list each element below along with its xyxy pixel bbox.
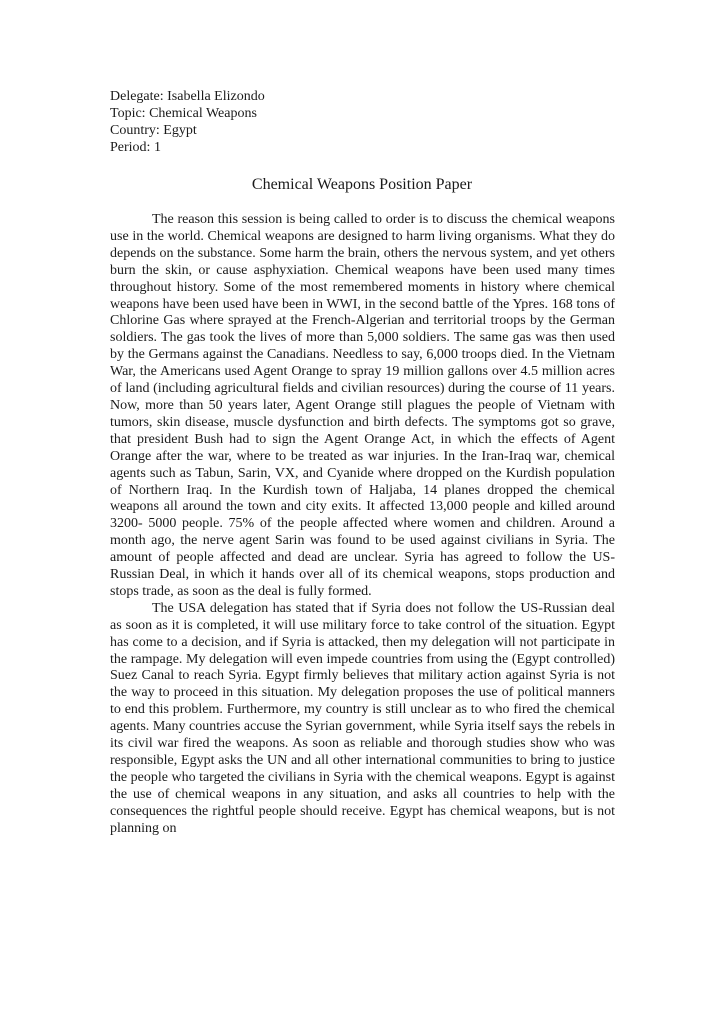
period-line: Period: 1 [110,140,161,155]
paragraph-background: The reason this session is being called to order is to discuss the chemical weapons use in the world. Chemical weapons are designed to harm living organisms. What they do depends on the substance. Some harm the brain, others the nervous system, and yet others burn the skin, or cause asphyxiation. Chemical weapons have been used many times throughout history. Some of the most remembered moments in history where chemical weapons have been used have been in WWI, in the second battle of the Ypres. 168 tons of Chlorine Gas where sprayed at the French-Algerian and territorial troops by the German soldiers. The gas took the lives of more than 5,000 soldiers. The same gas was then used by the Germans against the Canadians. Needless to say, 6,000 troops died. In the Vietnam War, the Americans used Agent Orange to spray 19 million gallons over 4.5 million acres of land (including agricultural fields and civilian resources) during the course of 11 years. Now, more than 50 years later, Agent Orange still plagues the people of Vietnam with tumors, skin disease, muscle dysfunction and birth defects. The symptoms got so grave, that president Bush had to sign the Agent Orange Act, in which the effects of Agent Orange after the war, where to be treated as war injuries. In the Iran-Iraq war, chemical agents such as Tabun, Sarin, VX, and Cyanide where dropped on the Kurdish population of Northern Iraq. In the Kurdish town of Haljaba, 14 planes dropped the chemical weapons all around the town and city exits. It affected 13,000 people and killed around 3200- 5000 people. 75% of the people affected where women and children. Around a month ago, the nerve agent Sarin was found to be used against civilians in Syria. The amount of people affected and dead are unclear. Syria has agreed to follow the US-Russian Deal, in which it hands over all of its chemical weapons, stops production and stops trade, as soon as the deal is fully formed. [110,212,615,599]
topic-line: Topic: Chemical Weapons [110,106,257,121]
delegate-line: Delegate: Isabella Elizondo [110,89,265,104]
paragraph-position: The USA delegation has stated that if Syria does not follow the US-Russian deal as soon as it is completed, it will use military force to take control of the situation. Egypt has come to a decision, and if Syria is attacked, then my delegation will not participate in the rampage. My delegation will even impede countries from using the (Egypt controlled) Suez Canal to reach Syria. Egypt firmly believes that military action against Syria is not the way to proceed in this situation. My delegation proposes the use of political manners to end this problem. Furthermore, my country is still unclear as to who fired the chemical agents. Many countries accuse the Syrian government, while Syria itself says the rebels in its civil war fired the weapons. As soon as reliable and thorough studies show who was responsible, Egypt asks the UN and all other international communities to bring to justice the people who targeted the civilians in Syria with the chemical weapons. Egypt is against the use of chemical weapons in any situation, and asks all countries to help with the consequences the rightful people should receive. Egypt has chemical weapons, but is not planning on [110,600,615,836]
delegate-info-block [110,88,510,156]
paper-body [110,212,615,838]
paper-title: Chemical Weapons Position Paper [251,176,473,193]
country-line: Country: Egypt [110,123,197,138]
